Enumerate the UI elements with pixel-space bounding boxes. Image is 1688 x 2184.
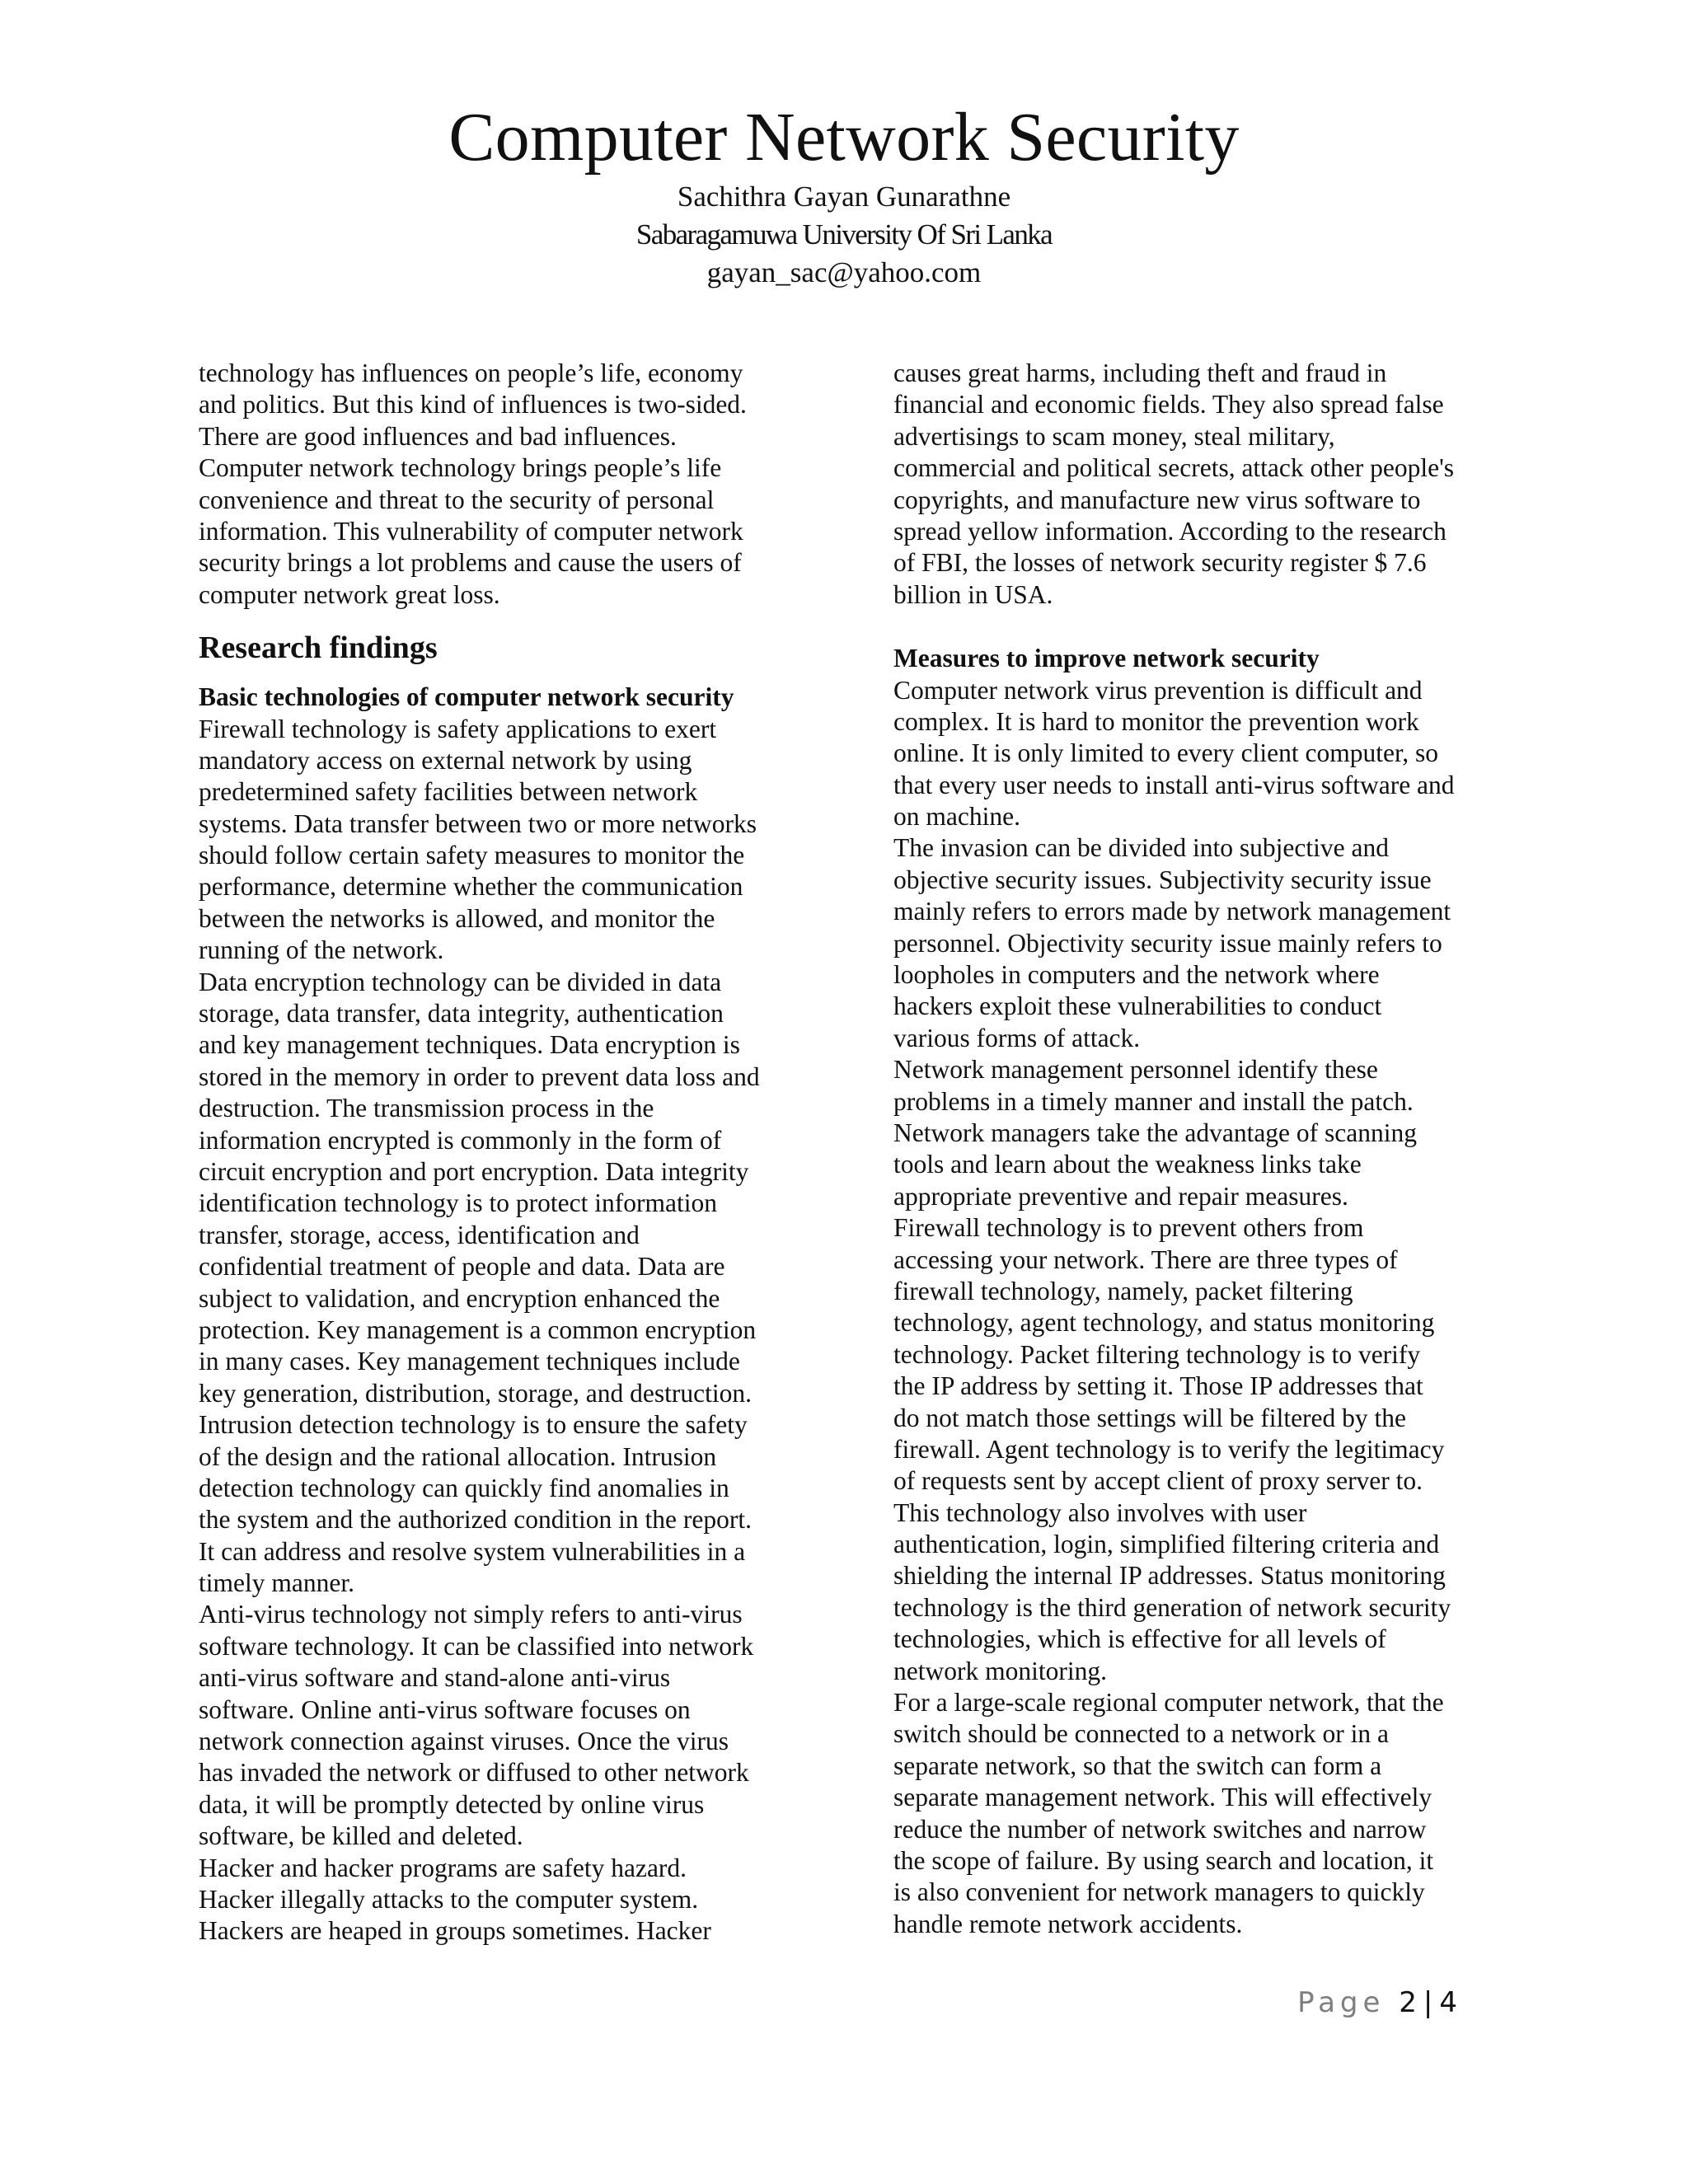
text-line: Computer network technology brings people’s life — [199, 453, 722, 483]
text-line: the system and the authorized condition in the report. — [199, 1505, 752, 1535]
text-line: technology is the third generation of network security — [893, 1592, 1451, 1622]
text-line: mainly refers to errors made by network management — [893, 897, 1451, 926]
left-body-text — [199, 714, 809, 1947]
text-line: online. It is only limited to every client computer, so — [893, 738, 1438, 768]
left-column — [199, 358, 809, 1947]
text-line: confidential treatment of people and data. Data are — [199, 1252, 725, 1282]
text-line: authentication, login, simplified filtering criteria and — [893, 1530, 1440, 1559]
text-line: identification technology is to protect information — [199, 1188, 717, 1218]
text-line: network monitoring. — [893, 1656, 1107, 1685]
text-line: network connection against viruses. Once the virus — [199, 1727, 729, 1756]
text-line: transfer, storage, access, identification and — [199, 1220, 640, 1249]
text-line: destruction. The transmission process in the — [199, 1094, 654, 1123]
text-line: spread yellow information. According to the research — [893, 516, 1447, 546]
text-line: firewall. Agent technology is to verify the legitimacy — [893, 1434, 1445, 1464]
right-column — [893, 358, 1503, 1940]
text-line: It can address and resolve system vulnerabilities in a — [199, 1536, 746, 1566]
total-page-count: 4 — [1439, 1986, 1457, 2019]
text-line: that every user needs to install anti-virus software and — [893, 770, 1455, 799]
page-header — [0, 97, 1688, 292]
text-line: and key management techniques. Data encryption is — [199, 1030, 740, 1060]
text-line: is also convenient for network managers to quickly — [893, 1877, 1425, 1907]
text-line: handle remote network accidents. — [893, 1909, 1243, 1938]
page-separator: | — [1423, 1986, 1433, 2019]
text-line: security brings a lot problems and cause the users of — [199, 548, 742, 578]
text-line: circuit encryption and port encryption. Data integrity — [199, 1156, 749, 1186]
text-line: anti-virus software and stand-alone anti-virus — [199, 1663, 671, 1693]
text-line: technology has influences on people’s life, economy — [199, 359, 743, 387]
text-line: performance, determine whether the communication — [199, 872, 743, 902]
text-line: Firewall technology is to prevent others from — [893, 1213, 1364, 1243]
text-line: predetermined safety facilities between network — [199, 777, 698, 807]
text-line: The invasion can be divided into subjective and — [893, 833, 1389, 863]
text-line: hackers exploit these vulnerabilities to conduct — [893, 991, 1382, 1021]
text-line: Firewall technology is safety applications to exert — [199, 714, 717, 743]
text-line: of the design and the rational allocation. Intrusion — [199, 1441, 717, 1471]
text-line: Hacker illegally attacks to the computer system. — [199, 1884, 699, 1914]
text-line: objective security issues. Subjectivity security issue — [893, 865, 1432, 894]
right-intro-paragraph — [893, 358, 1503, 611]
text-line: Data encryption technology can be divided in data — [199, 967, 722, 996]
text-line: There are good influences and bad influences. — [199, 421, 677, 451]
text-line: information encrypted is commonly in the form of — [199, 1125, 722, 1155]
text-line: causes great harms, including theft and fraud in — [893, 359, 1387, 387]
text-line: convenience and threat to the security of personal — [199, 485, 715, 514]
text-line: copyrights, and manufacture new virus software to — [893, 485, 1421, 514]
author-name: Sachithra Gayan Gunarathne — [677, 180, 1011, 213]
text-line: the scope of failure. By using search and location, it — [893, 1845, 1434, 1875]
text-line: Computer network virus prevention is difficult and — [893, 675, 1423, 705]
text-line: subject to validation, and encryption enhanced the — [199, 1283, 720, 1313]
text-line: has invaded the network or diffused to other network — [199, 1758, 749, 1788]
subheading-measures: Measures to improve network security — [893, 644, 1320, 673]
page-footer — [1297, 1986, 1457, 2019]
author-affiliation: Sabaragamuwa University Of Sri Lanka — [635, 218, 1053, 251]
text-line: Anti-virus technology not simply refers to anti-virus — [199, 1600, 743, 1629]
page-label: Page — [1297, 1986, 1386, 2019]
text-line: protection. Key management is a common encryption — [199, 1315, 757, 1344]
current-page-number: 2 — [1399, 1986, 1417, 2019]
text-line: financial and economic fields. They also spread false — [893, 390, 1444, 419]
text-line: technology. Packet filtering technology is to verify — [893, 1339, 1421, 1369]
text-line: separate network, so that the switch can form a — [893, 1750, 1382, 1780]
left-intro-paragraph — [199, 358, 809, 611]
text-line: Network managers take the advantage of scanning — [893, 1118, 1417, 1147]
text-line: data, it will be promptly detected by online virus — [199, 1789, 705, 1819]
text-line: software, be killed and deleted. — [199, 1821, 523, 1851]
text-line: between the networks is allowed, and monitor the — [199, 903, 715, 933]
text-line: loopholes in computers and the network where — [893, 960, 1380, 990]
text-line: firewall technology, namely, packet filtering — [893, 1276, 1353, 1305]
text-line: detection technology can quickly find anomalies in — [199, 1473, 729, 1502]
text-line: mandatory access on external network by using — [199, 745, 692, 775]
text-line: the IP address by setting it. Those IP addresses that — [893, 1371, 1423, 1401]
text-line: of requests sent by accept client of proxy server to. — [893, 1466, 1423, 1496]
text-line: technology, agent technology, and status monitoring — [893, 1308, 1435, 1338]
text-line: storage, data transfer, data integrity, authentication — [199, 999, 724, 1029]
text-line: software. Online anti-virus software focuses on — [199, 1694, 691, 1724]
text-line: various forms of attack. — [893, 1023, 1141, 1052]
text-line: shielding the internal IP addresses. Status monitoring — [893, 1561, 1446, 1591]
subheading-basic-technologies: Basic technologies of computer network security — [199, 682, 734, 712]
text-line: running of the network. — [199, 935, 444, 965]
text-line: personnel. Objectivity security issue mainly refers to — [893, 928, 1442, 958]
text-line: information. This vulnerability of computer network — [199, 516, 743, 546]
text-line: tools and learn about the weakness links take — [893, 1150, 1362, 1179]
text-line: technologies, which is effective for all levels of — [893, 1624, 1386, 1654]
text-line: Network management personnel identify these — [893, 1055, 1378, 1085]
text-line: in many cases. Key management techniques include — [199, 1347, 740, 1376]
author-email: gayan_sac@yahoo.com — [706, 256, 982, 288]
text-line: should follow certain safety measures to monitor the — [199, 841, 745, 870]
text-line: For a large-scale regional computer network, that the — [893, 1688, 1444, 1718]
paragraph-gap — [893, 611, 1503, 633]
text-line: complex. It is hard to monitor the prevention work — [893, 706, 1419, 736]
text-line: computer network great loss. — [199, 579, 500, 609]
text-line: billion in USA. — [893, 579, 1053, 609]
section-heading-research-findings: Research findings — [199, 630, 438, 666]
text-line: accessing your network. There are three types of — [893, 1244, 1398, 1274]
text-line: stored in the memory in order to prevent data loss and — [199, 1062, 760, 1091]
document-title: Computer Network Security — [448, 99, 1240, 176]
text-line: timely manner. — [199, 1568, 354, 1598]
text-line: of FBI, the losses of network security register $ 7.6 — [893, 548, 1427, 578]
text-line: do not match those settings will be filtered by the — [893, 1403, 1407, 1432]
text-line: on machine. — [893, 802, 1020, 832]
text-line: software technology. It can be classified into network — [199, 1631, 754, 1661]
text-line: problems in a timely manner and install the patch. — [893, 1086, 1414, 1116]
text-line: advertisings to scam money, steal military, — [893, 421, 1335, 451]
text-line: reduce the number of network switches and narrow — [893, 1814, 1427, 1844]
text-line: This technology also involves with user — [893, 1497, 1307, 1527]
text-line: appropriate preventive and repair measures. — [893, 1181, 1348, 1211]
text-line: switch should be connected to a network or in a — [893, 1719, 1389, 1749]
text-line: key generation, distribution, storage, and destruction. — [199, 1378, 752, 1408]
right-body-text — [893, 675, 1503, 1941]
text-line: Hacker and hacker programs are safety hazard. — [199, 1853, 687, 1882]
text-line: systems. Data transfer between two or more networks — [199, 808, 757, 838]
text-line: commercial and political secrets, attack other people's — [893, 453, 1455, 483]
text-line: Intrusion detection technology is to ensure the safety — [199, 1410, 748, 1440]
text-line: Hackers are heaped in groups sometimes. Hacker — [199, 1916, 711, 1946]
text-line: and politics. But this kind of influences is two-sided. — [199, 390, 747, 419]
text-line: separate management network. This will effectively — [893, 1783, 1432, 1812]
